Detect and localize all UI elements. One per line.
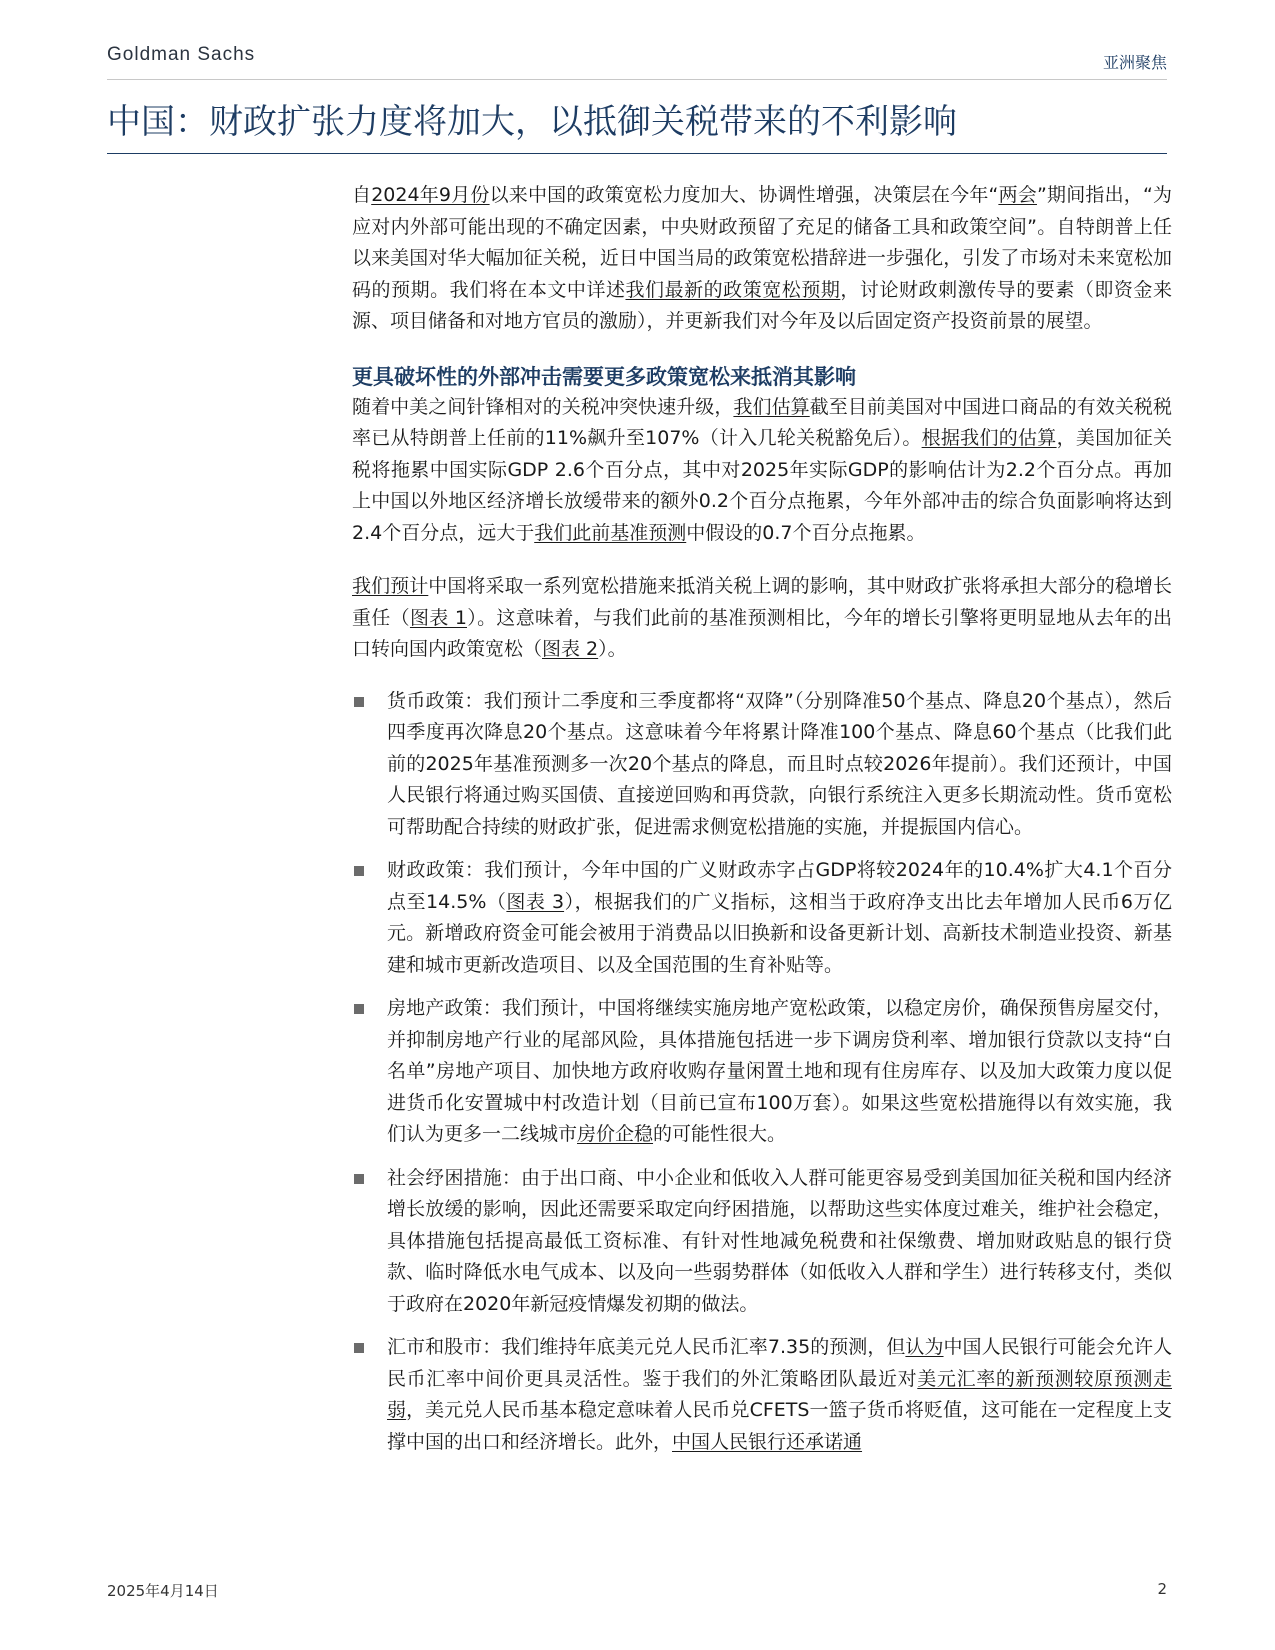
bullet-square-icon bbox=[354, 697, 364, 707]
tariff-paragraph bbox=[352, 392, 1172, 550]
page-header bbox=[107, 44, 1167, 80]
link-according-to-estimate[interactable]: 根据我们的估算 bbox=[921, 427, 1057, 449]
page-title: 中国：财政扩张力度将加大，以抵御关税带来的不利影响 bbox=[107, 100, 1167, 154]
link-exhibit-2[interactable]: 图表 2 bbox=[542, 638, 599, 660]
text: 中国将采取一系列宽松措施来抵消关税上调的影响，其中财政扩张将承担大部分的稳增长重任（ bbox=[352, 575, 1172, 629]
text: 货币政策：我们预计二季度和三季度都将“双降”（分别降准50个基点、降息20个基点），然后四季度再次降息20个基点。这意味着今年将累计降准100个基点、降息60个基点（比我们此前的2025年基准预测多一次20个基点的降息，而且时点较2026年提前）。我们还预计，中国人民银行将通过购买国债、直接逆回购和再贷款，向银行系统注入更多长期流动性。货币宽松可帮助配合持续的财政扩张，促进需求侧宽松措施的实施，并提振国内信心。 bbox=[387, 689, 1172, 838]
bullet-square-icon bbox=[354, 1174, 364, 1184]
bullet-square-icon bbox=[354, 866, 364, 876]
text: 随着中美之间针锋相对的关税冲突快速升级， bbox=[352, 395, 734, 418]
bullet-monetary-policy bbox=[352, 686, 1172, 844]
text: 以来中国的政策宽松力度加大、协调性增强，决策层在今年“ bbox=[489, 184, 999, 206]
text: 中国人民银行可能会允许人民币汇率中间价更具灵活性。鉴于我们的外汇策略团队最近对 bbox=[387, 1336, 1172, 1390]
section-subheading: 更具破坏性的外部冲击需要更多政策宽松来抵消其影响 bbox=[352, 364, 856, 389]
bullet-property-policy bbox=[352, 993, 1172, 1151]
text: 中假设的0.7个百分点拖累。 bbox=[686, 521, 926, 544]
text: 房地产政策：我们预计，中国将继续实施房地产宽松政策，以稳定房价，确保预售房屋交付，并抑制房地产行业的尾部风险，具体措施包括进一步下调房贷利率、增加银行贷款以支持“白名单”房地产项目、加快地方政府收购存量闲置土地和现有住房库存、以及加大政策力度以促进货币化安置城中村改造计划（目前已宣布100万套）。如果这些宽松措施得以有效实施，我们认为更多一二线城市 bbox=[387, 997, 1172, 1145]
text: 社会纾困措施：由于出口商、中小企业和低收入人群可能更容易受到美国加征关税和国内经济增长放缓的影响，因此还需要采取定向纾困措施，以帮助这些实体度过难关，维护社会稳定，具体措施包括提高最低工资标准、有针对性地减免税费和社保缴费、增加财政贴息的银行贷款、临时降低水电气成本、以及向一些弱势群体（如低收入人群和学生）进行转移支付，类似于政府在2020年新冠疫情爆发初期的做法。 bbox=[387, 1166, 1172, 1315]
brand-logo-text: Goldman Sachs bbox=[107, 44, 256, 65]
link-house-prices-stabilize[interactable]: 房价企稳 bbox=[577, 1123, 654, 1145]
bullet-square-icon bbox=[354, 1343, 364, 1353]
easing-paragraph bbox=[352, 571, 1172, 666]
bullet-social-relief bbox=[352, 1163, 1172, 1321]
text: ）。这意味着，与我们此前的基准预测相比，今年的增长引擎将更明显地从去年的出口转向国内政策宽松（ bbox=[352, 606, 1172, 660]
page-number: 2 bbox=[1157, 1580, 1167, 1598]
link-two-sessions[interactable]: 两会 bbox=[998, 184, 1037, 206]
spacer bbox=[352, 549, 1172, 571]
text: ”期间指出，“为应对内外部可能出现的不确定因素，中央财政预留了充足的储备工具和政策空间”。自特朗普上任以来美国对华大幅加征关税，近日中国当局的政策宽松措辞进一步强化，引发了市场对未来宽松加码的预期。我们将在本文中详述 bbox=[352, 184, 1172, 301]
link-pboc-commitment[interactable]: 中国人民银行还承诺通 bbox=[672, 1430, 863, 1453]
bullet-fiscal-policy bbox=[352, 855, 1172, 981]
text: ，美国加征关税将拖累中国实际GDP 2.6个百分点，其中对2025年实际GDP的影响估计为2.2个百分点。再加上中国以外地区经济增长放缓带来的额外0.2个百分点拖累，今年外部冲击的综合负面影响将达到2.4个百分点，远大于 bbox=[352, 427, 1172, 544]
intro-paragraph bbox=[352, 180, 1172, 338]
text: 自 bbox=[352, 184, 372, 206]
link-usd-forecast[interactable]: 美元汇率的新预测较原预测走弱 bbox=[387, 1367, 1172, 1421]
text: ，美元兑人民币基本稳定意味着人民币兑CFETS一篮子货币将贬值，这可能在一定程度上支撑中国的出口和经济增长。此外， bbox=[387, 1399, 1172, 1453]
text: ），根据我们的广义指标，这相当于政府净支出比去年增加人民币6万亿元。新增政府资金可能会被用于消费品以旧换新和设备更新计划、高新技术制造业投资、新基建和城市更新改造项目、以及全国范围的生育补贴等。 bbox=[387, 890, 1173, 976]
bullet-square-icon bbox=[354, 1004, 364, 1014]
bullet-fx-equity bbox=[352, 1332, 1172, 1458]
text: ）。 bbox=[598, 638, 627, 660]
text: ，讨论财政刺激传导的要素（即资金来源、项目储备和对地方官员的激励），并更新我们对今年及以后固定资产投资前景的展望。 bbox=[352, 278, 1172, 332]
section-label: 亚洲聚焦 bbox=[1102, 53, 1167, 72]
link-sept-2024[interactable]: 2024年9月份 bbox=[371, 184, 490, 206]
link-exhibit-1[interactable]: 图表 1 bbox=[409, 606, 467, 629]
text: 的可能性很大。 bbox=[653, 1123, 787, 1145]
main-content bbox=[352, 180, 1172, 1470]
link-latest-easing-expectations[interactable]: 我们最新的政策宽松预期 bbox=[625, 278, 841, 301]
footer-date: 2025年4月14日 bbox=[107, 1582, 219, 1600]
text: 财政政策：我们预计，今年中国的广义财政赤字占GDP将较2024年的10.4%扩大4.1个百分点至14.5%（ bbox=[387, 859, 1172, 913]
text: 汇市和股市：我们维持年底美元兑人民币汇率7.35的预测，但 bbox=[387, 1336, 906, 1358]
link-we-expect[interactable]: 我们预计 bbox=[352, 575, 429, 597]
link-believe[interactable]: 认为 bbox=[905, 1336, 944, 1358]
text: 截至目前美国对中国进口商品的有效关税税率已从特朗普上任前的11%飙升至107%（计入几轮关税豁免后）。 bbox=[352, 395, 1172, 449]
link-previous-baseline[interactable]: 我们此前基准预测 bbox=[534, 521, 687, 544]
policy-bullet-list bbox=[352, 686, 1172, 1459]
link-our-estimate[interactable]: 我们估算 bbox=[733, 395, 810, 418]
link-exhibit-3[interactable]: 图表 3 bbox=[506, 890, 565, 913]
